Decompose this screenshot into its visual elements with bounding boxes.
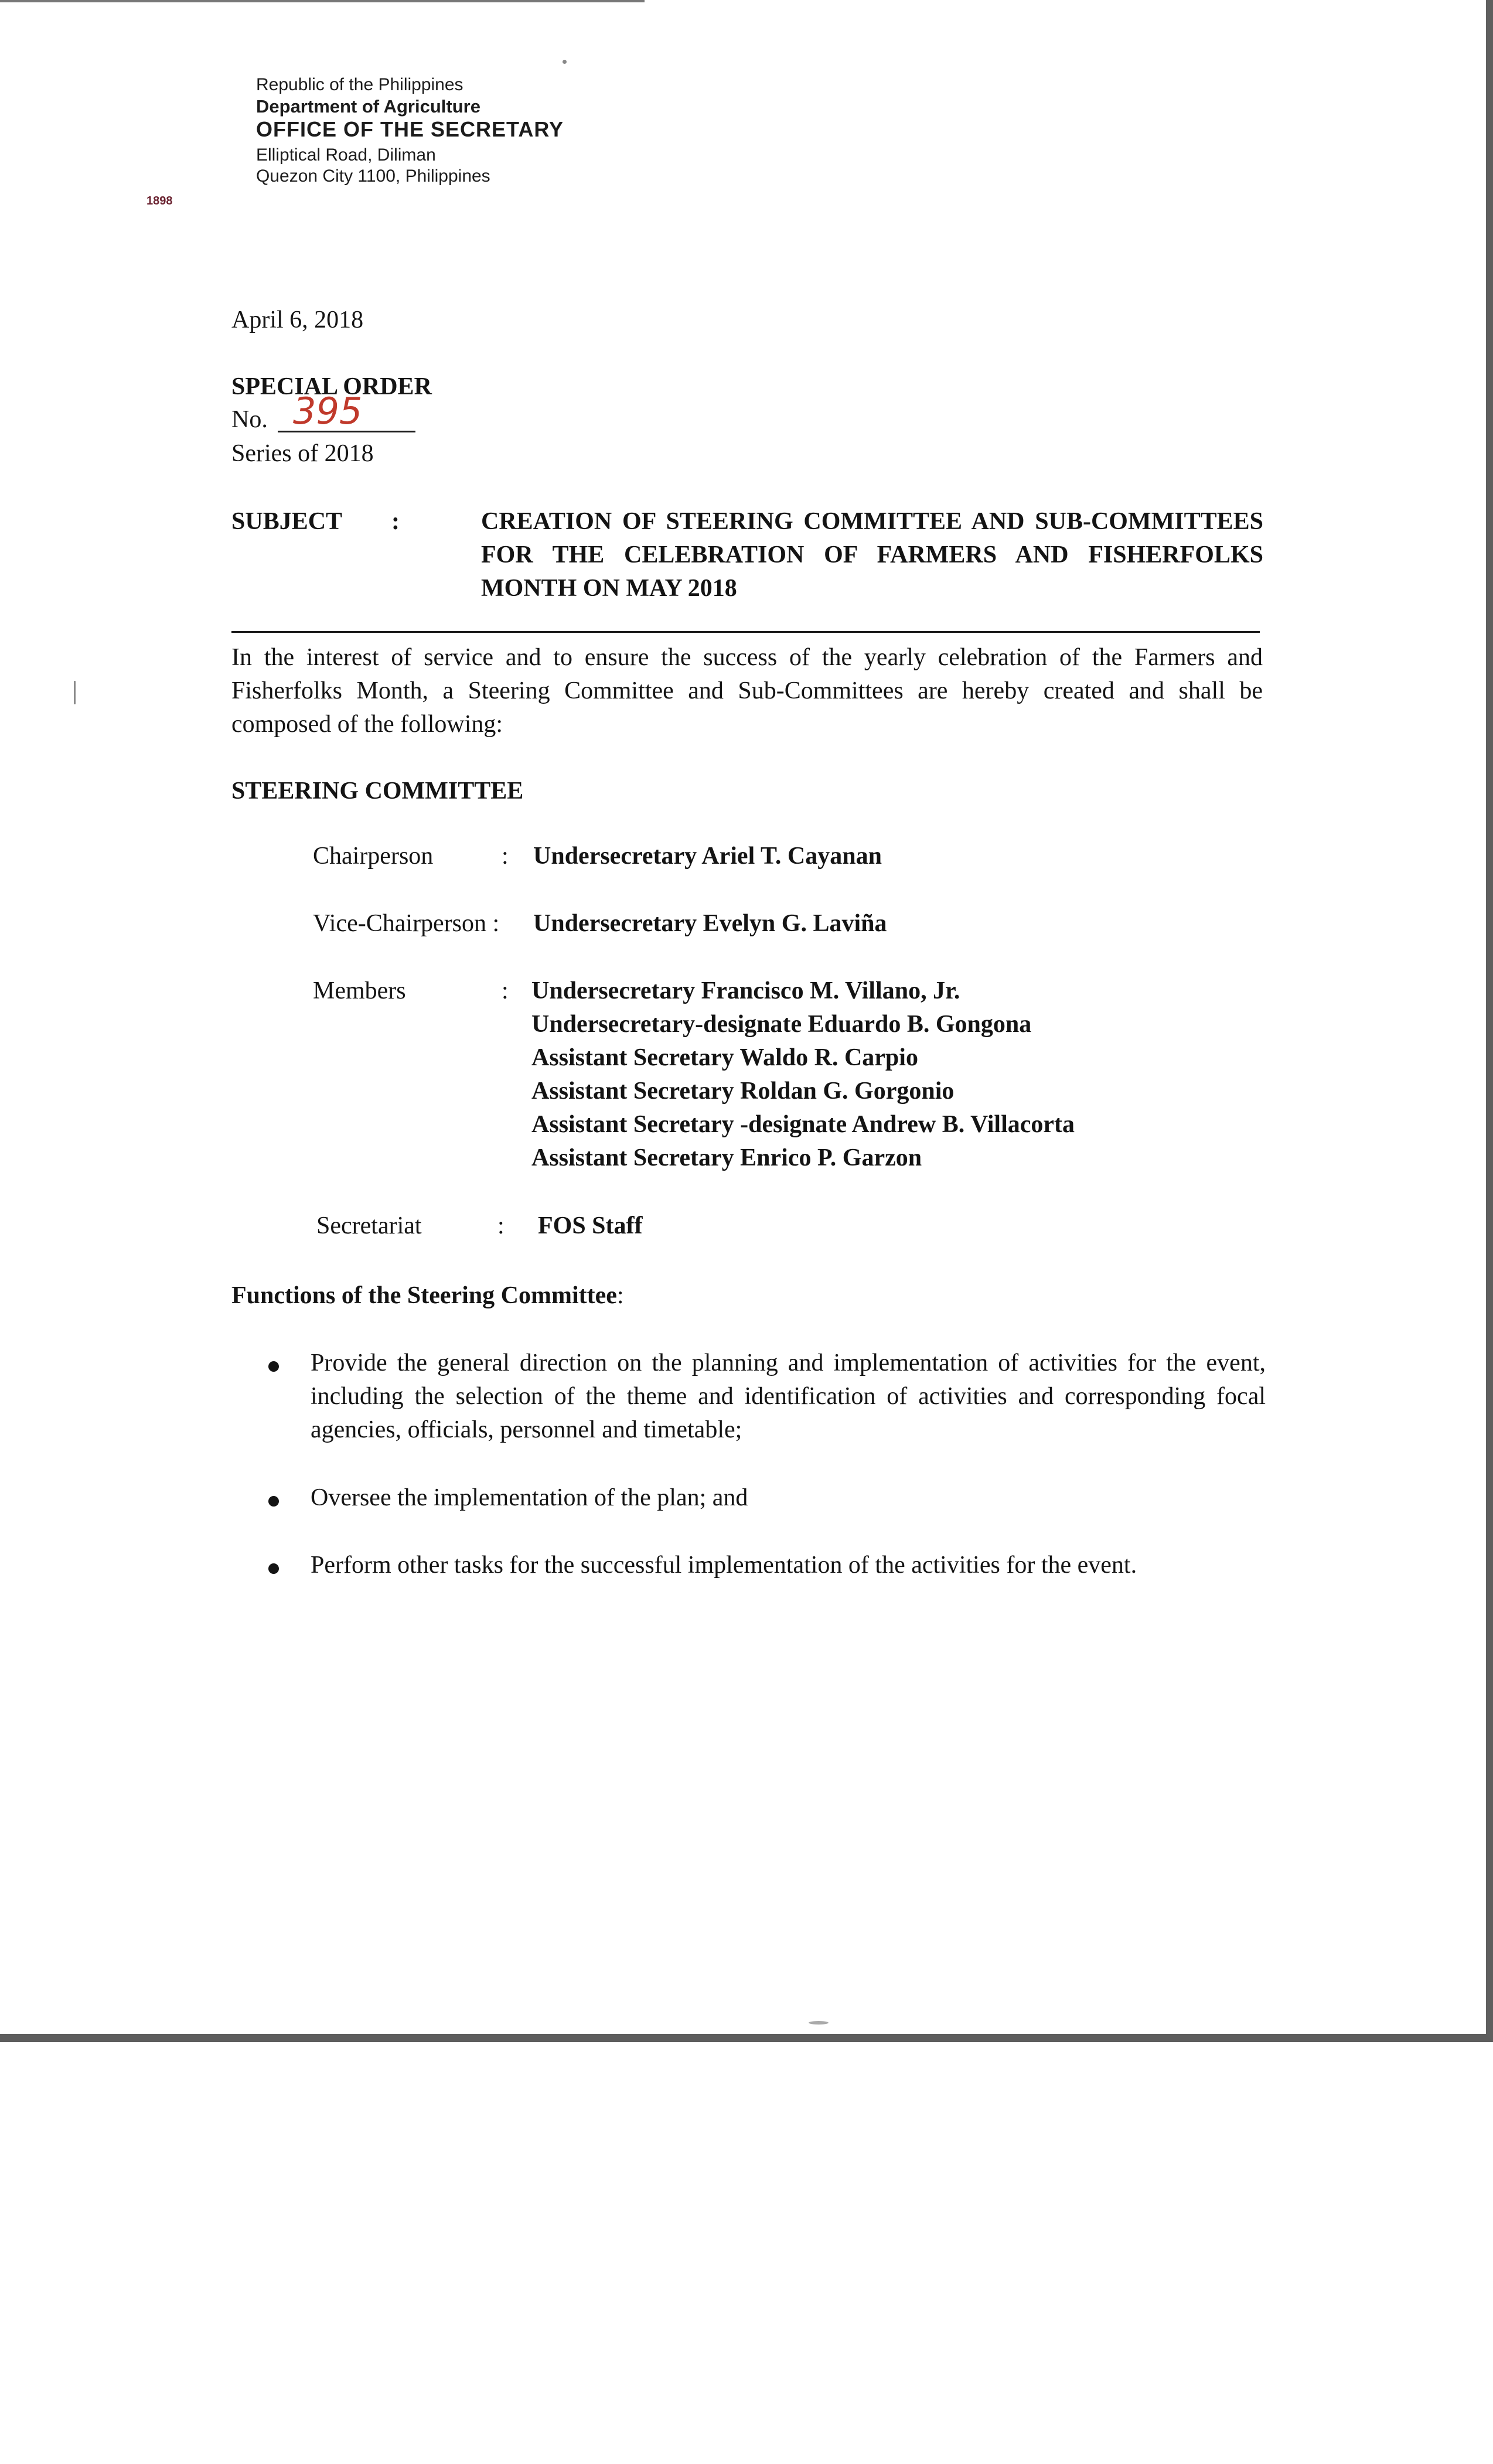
letterhead-republic: Republic of the Philippines: [256, 75, 463, 94]
chair-colon: :: [502, 843, 509, 870]
chair-value: Undersecretary Ariel T. Cayanan: [533, 843, 882, 870]
member-item: Assistant Secretary Roldan G. Gorgonio: [531, 1078, 955, 1105]
member-item: Undersecretary-designate Eduardo B. Gongona: [531, 1011, 1032, 1038]
subject-colon: :: [391, 508, 400, 535]
secretariat-value: FOS Staff: [538, 1212, 643, 1239]
functions-heading-colon: :: [616, 1282, 624, 1309]
document-stamp-number: 1898: [146, 195, 173, 207]
bullet-dot: [268, 1563, 279, 1574]
functions-heading: [231, 1279, 624, 1313]
functions-heading-text: Functions of the Steering Committee: [231, 1282, 617, 1309]
member-item: Assistant Secretary Waldo R. Carpio: [531, 1044, 918, 1071]
letterhead-address-city: Quezon City 1100, Philippines: [256, 166, 490, 186]
member-item: Assistant Secretary Enrico P. Garzon: [531, 1144, 922, 1171]
vice-value: Undersecretary Evelyn G. Laviña: [533, 910, 887, 937]
scan-edge: [0, 0, 645, 2]
chair-label: Chairperson: [313, 843, 434, 870]
order-title: SPECIAL ORDER: [231, 373, 432, 400]
order-no-label: No.: [231, 406, 268, 433]
order-no-handwritten: 395: [293, 390, 363, 432]
intro-paragraph: In the interest of service and to ensure the success of the yearly celebration of the Farmers and Fisherfolks Month, a Steering Committee and Sub-Committees are hereby created and shall be composed of the following:: [231, 644, 1263, 738]
order-series: Series of 2018: [231, 440, 374, 467]
function-item: Provide the general direction on the planning and implementation of activities for the event, including the selection of the theme and identification of activities and corresponding focal agencies, officials, personnel and timetable;: [311, 1349, 1266, 1443]
bullet-dot: [268, 1361, 279, 1372]
members-colon: :: [502, 977, 509, 1004]
function-item: Perform other tasks for the successful implementation of the activities for the event.: [311, 1552, 1137, 1579]
bullet-dot: [268, 1496, 279, 1507]
order-date: April 6, 2018: [231, 306, 364, 333]
vice-label: Vice-Chairperson :: [313, 910, 500, 937]
letterhead-address-road: Elliptical Road, Diliman: [256, 145, 436, 165]
letterhead-department: Department of Agriculture: [256, 96, 480, 117]
subject-rule: [231, 631, 1260, 633]
member-item: Assistant Secretary -designate Andrew B. Villacorta: [531, 1111, 1075, 1138]
steering-heading: STEERING COMMITTEE: [231, 778, 524, 805]
scan-speck: [563, 60, 567, 64]
subject-label: SUBJECT: [231, 508, 343, 535]
members-label: Members: [313, 977, 406, 1004]
scan-speck: [809, 2021, 829, 2025]
secretariat-colon: :: [497, 1212, 505, 1239]
scan-mark: [74, 681, 76, 704]
member-item: Undersecretary Francisco M. Villano, Jr.: [531, 977, 960, 1004]
function-item: Oversee the implementation of the plan; and: [311, 1484, 748, 1511]
letterhead-office: OFFICE OF THE SECRETARY: [256, 117, 564, 141]
subject-text: CREATION OF STEERING COMMITTEE AND SUB-COMMITTEES FOR THE CELEBRATION OF FARMERS AND FISHERFOLKS MONTH ON MAY 2018: [481, 508, 1263, 602]
secretariat-label: Secretariat: [316, 1212, 422, 1239]
